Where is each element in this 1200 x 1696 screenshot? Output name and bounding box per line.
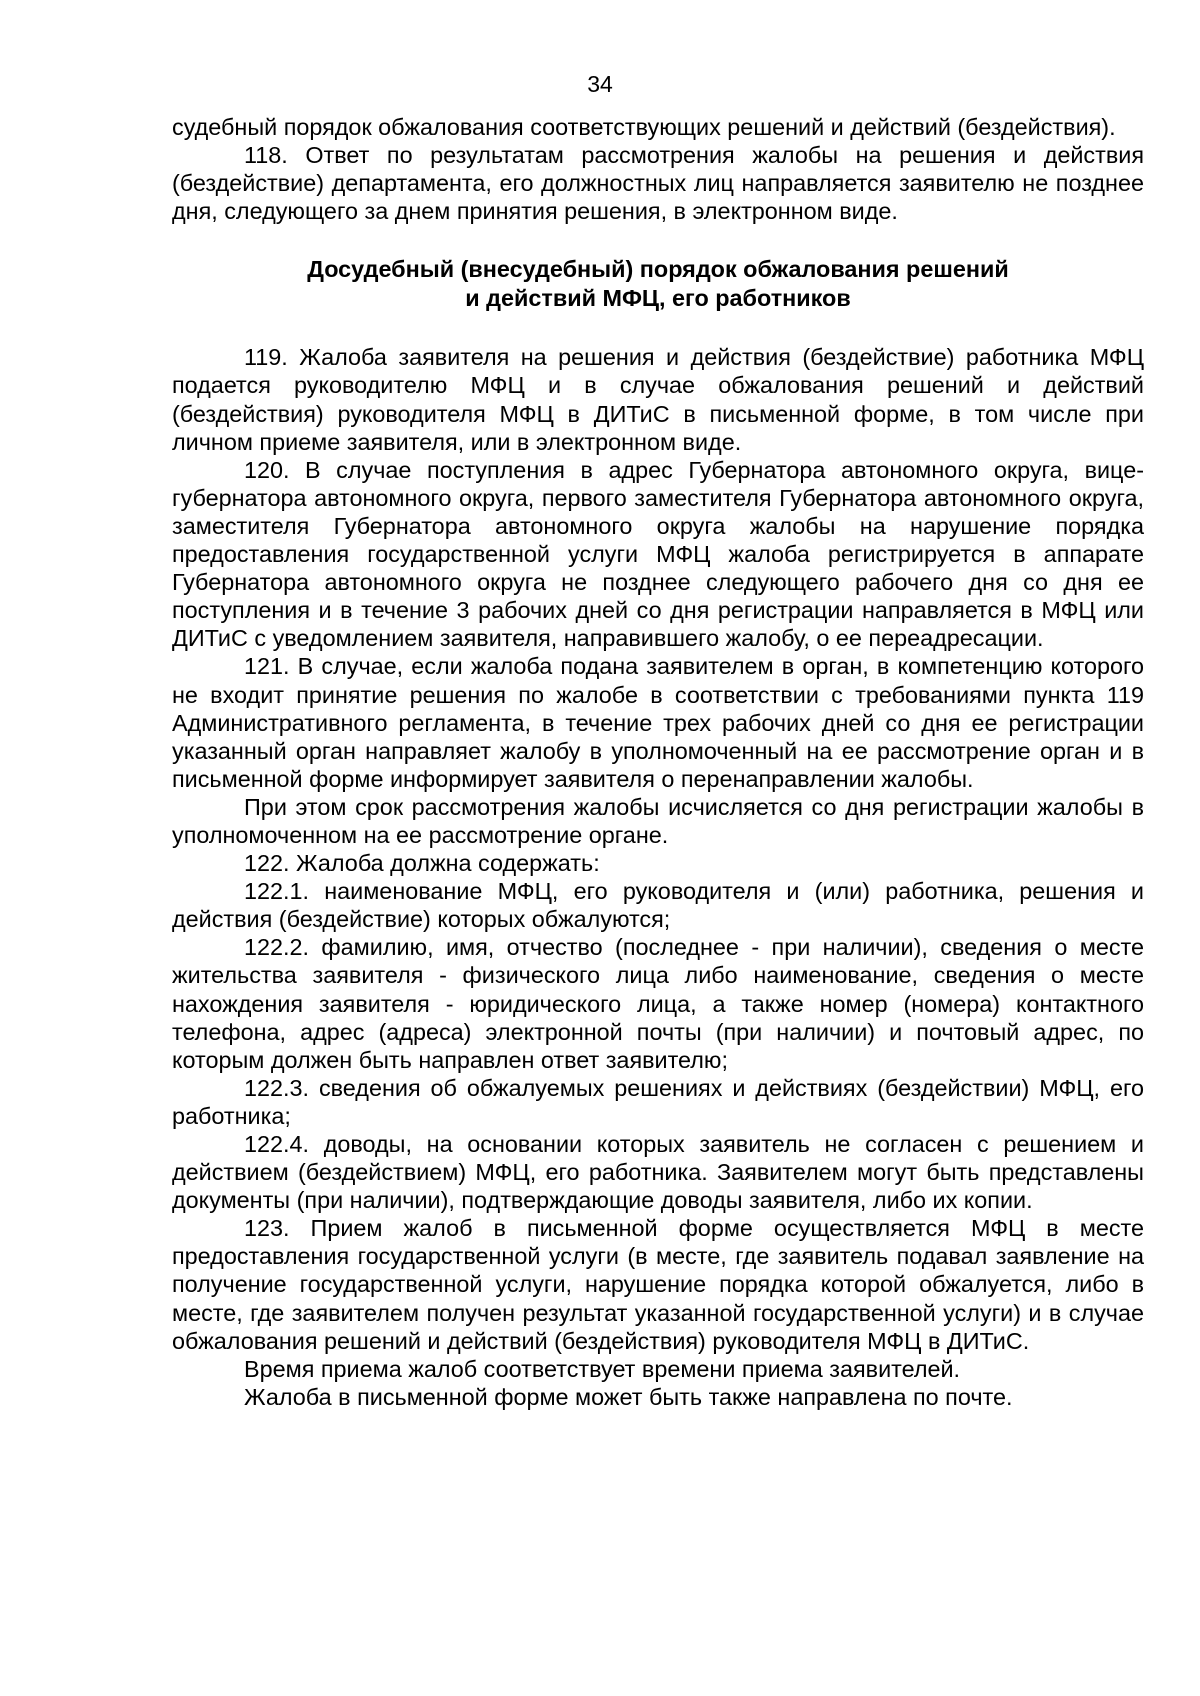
paragraph-122-3: 122.3. сведения об обжалуемых решениях и действиях (бездействии) МФЦ, его работника; (172, 1074, 1144, 1129)
paragraph-122-1: 122.1. наименование МФЦ, его руководителя и (или) работника, решения и действия (бездействие) которых обжалуются; (172, 878, 1144, 933)
paragraph-122: 122. Жалоба должна содержать: (244, 850, 600, 877)
paragraph-122-2: 122.2. фамилию, имя, отчество (последнее - при наличии), сведения о месте жительства заявителя - физического лица либо наименование, сведения о месте нахождения заявителя - юридического лица, а также номер (номера) контактного телефона, адрес (адреса) электронной почты (при наличии) и почтовый адрес, по которым должен быть направлен ответ заявителю; (172, 934, 1144, 1073)
section-heading-line-2: и действий МФЦ, его работников (465, 285, 851, 312)
paragraph-121-note: При этом срок рассмотрения жалобы исчисляется со дня регистрации жалобы в уполномоченном на ее рассмотрение органе. (172, 793, 1144, 848)
paragraph-120: 120. В случае поступления в адрес Губернатора автономного округа, вице-губернатора автономного округа, первого заместителя Губернатора автономного округа, заместителя Губернатора автономного округа жалобы на нарушение порядка предоставления государственной услуги МФЦ жалоба регистрируется в аппарате Губернатора автономного округа не позднее следующего рабочего дня со дня ее поступления и в течение 3 рабочих дней со дня регистрации направляется в МФЦ или ДИТиС с уведомлением заявителя, направившего жалобу, о ее переадресации. (172, 456, 1144, 652)
paragraph-122-4: 122.4. доводы, на основании которых заявитель не согласен с решением и действием (бездействием) МФЦ, его работника. Заявителем могут быть представлены документы (при наличии), подтверждающие доводы заявителя, либо их копии. (172, 1131, 1144, 1214)
paragraph-119: 119. Жалоба заявителя на решения и действия (бездействие) работника МФЦ подается руководителю МФЦ и в случае обжалования решений и действий (бездействия) руководителя МФЦ в ДИТиС в письменной форме, в том числе при личном приеме заявителя, или в электронном виде. (172, 344, 1144, 455)
page-number: 34 (587, 71, 613, 97)
document-body (172, 113, 1144, 1411)
paragraph-continuation: судебный порядок обжалования соответствующих решений и действий (бездействия). (172, 114, 1116, 140)
section-heading (172, 255, 1144, 313)
paragraph-121: 121. В случае, если жалоба подана заявителем в орган, в компетенцию которого не входит принятие решения по жалобе в соответствии с требованиями пункта 119 Административного регламента, в течение трех рабочих дней со дня ее регистрации указанный орган направляет жалобу в уполномоченный на ее рассмотрение орган и в письменной форме информирует заявителя о перенаправлении жалобы. (172, 653, 1144, 792)
paragraph-123-mail: Жалоба в письменной форме может быть также направлена по почте. (244, 1383, 1013, 1410)
section-heading-line-1: Досудебный (внесудебный) порядок обжалования решений (307, 256, 1009, 283)
paragraph-123-time: Время приема жалоб соответствует времени приема заявителей. (244, 1355, 961, 1382)
paragraph-118: 118. Ответ по результатам рассмотрения жалобы на решения и действия (бездействие) департамента, его должностных лиц направляется заявителю не позднее дня, следующего за днем принятия решения, в электронном виде. (172, 142, 1144, 225)
paragraph-123: 123. Прием жалоб в письменной форме осуществляется МФЦ в месте предоставления государственной услуги (в месте, где заявитель подавал заявление на получение государственной услуги, нарушение порядка которой обжалуется, либо в месте, где заявителем получен результат указанной государственной услуги) и в случае обжалования решений и действий (бездействия) руководителя МФЦ в ДИТиС. (172, 1215, 1144, 1354)
